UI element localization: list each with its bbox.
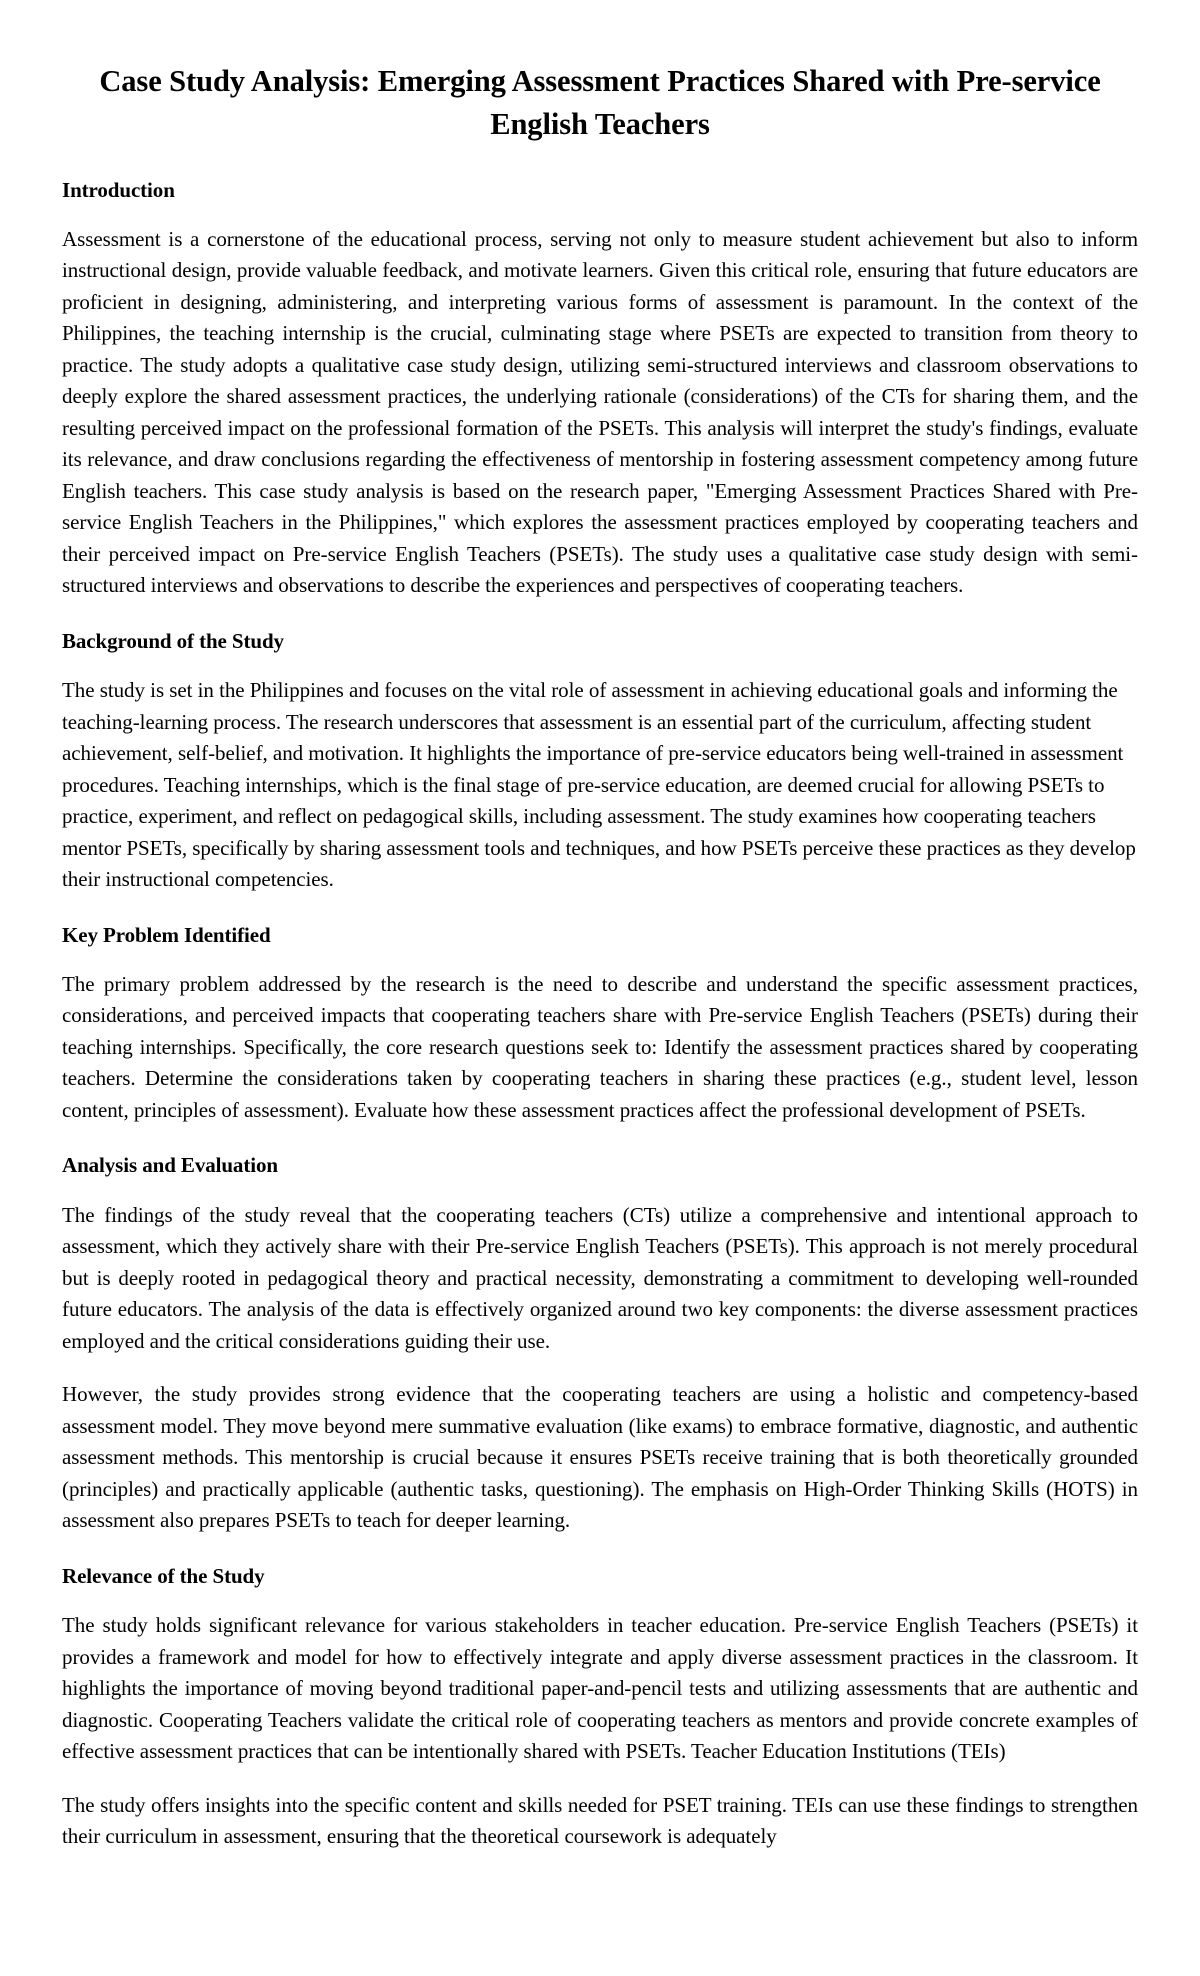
- paragraph-introduction-1: Assessment is a cornerstone of the educational process, serving not only to measure student achievement but also to inform instructional design, provide valuable feedback, and motivate learners. Given this critical role, ensuring that future educators are proficient in designing, administering, and interpreting various forms of assessment is paramount. In the context of the Philippines, the teaching internship is the crucial, culminating stage where PSETs are expected to transition from theory to practice. The study adopts a qualitative case study design, utilizing semi-structured interviews and classroom observations to deeply explore the shared assessment practices, the underlying rationale (considerations) of the CTs for sharing them, and the resulting perceived impact on the professional formation of the PSETs. This analysis will interpret the study's findings, evaluate its relevance, and draw conclusions regarding the effectiveness of mentorship in fostering assessment competency among future English teachers. This case study analysis is based on the research paper, "Emerging Assessment Practices Shared with Pre-service English Teachers in the Philippines," which explores the assessment practices employed by cooperating teachers and their perceived impact on Pre-service English Teachers (PSETs). The study uses a qualitative case study design with semi-structured interviews and observations to describe the experiences and perspectives of cooperating teachers.: [62, 226, 1138, 598]
- paragraph-analysis-2: However, the study provides strong evidence that the cooperating teachers are using a holistic and competency-based assessment model. They move beyond mere summative evaluation (like exams) to embrace formative, diagnostic, and authentic assessment methods. This mentorship is crucial because it ensures PSETs receive training that is both theoretically grounded (principles) and practically applicable (authentic tasks, questioning). The emphasis on High-Order Thinking Skills (HOTS) in assessment also prepares PSETs to teach for deeper learning.: [62, 1382, 1138, 1533]
- paragraph-key-problem-1: The primary problem addressed by the research is the need to describe and understand the specific assessment practices, considerations, and perceived impacts that cooperating teachers share with Pre-service English Teachers (PSETs) during their teaching internships. Specifically, the core research questions seek to: Identify the assessment practices shared by cooperating teachers. Determine the considerations taken by cooperating teachers in sharing these practices (e.g., student level, lesson content, principles of assessment). Evaluate how these assessment practices affect the professional development of PSETs.: [62, 971, 1138, 1122]
- paragraph-background-1: The study is set in the Philippines and focuses on the vital role of assessment in achieving educational goals and informing the teaching-learning process. The research underscores that assessment is an essential part of the curriculum, affecting student achievement, self-belief, and motivation. It highlights the importance of pre-service educators being well-trained in assessment procedures. Teaching internships, which is the final stage of pre-service education, are deemed crucial for allowing PSETs to practice, experiment, and reflect on pedagogical skills, including assessment. The study examines how cooperating teachers mentor PSETs, specifically by sharing assessment tools and techniques, and how PSETs perceive these practices as they develop their instructional competencies.: [62, 678, 1136, 892]
- paragraph-relevance-2: The study offers insights into the specific content and skills needed for PSET training. TEIs can use these findings to strengthen their curriculum in assessment, ensuring that the theoretical coursework is adequately: [62, 1792, 1138, 1849]
- page-title: Case Study Analysis: Emerging Assessment Practices Shared with Pre-service English Teachers: [99, 64, 1101, 142]
- section-heading-relevance: Relevance of the Study: [62, 1563, 265, 1588]
- paragraph-relevance-1: The study holds significant relevance for various stakeholders in teacher education. Pre-service English Teachers (PSETs) it provides a framework and model for how to effectively integrate and apply diverse assessment practices in the classroom. It highlights the importance of moving beyond traditional paper-and-pencil tests and utilizing assessments that are authentic and diagnostic. Cooperating Teachers validate the critical role of cooperating teachers as mentors and provide concrete examples of effective assessment practices that can be intentionally shared with PSETs. Teacher Education Institutions (TEIs): [62, 1613, 1138, 1764]
- section-heading-analysis: Analysis and Evaluation: [62, 1153, 278, 1178]
- paragraph-analysis-1: The findings of the study reveal that the cooperating teachers (CTs) utilize a comprehensive and intentional approach to assessment, which they actively share with their Pre-service English Teachers (PSETs). This approach is not merely procedural but is deeply rooted in pedagogical theory and practical necessity, demonstrating a commitment to developing well-rounded future educators. The analysis of the data is effectively organized around two key components: the diverse assessment practices employed and the critical considerations guiding their use.: [62, 1202, 1138, 1353]
- section-heading-background: Background of the Study: [62, 628, 284, 653]
- section-heading-key-problem: Key Problem Identified: [62, 922, 271, 947]
- section-heading-introduction: Introduction: [62, 177, 175, 202]
